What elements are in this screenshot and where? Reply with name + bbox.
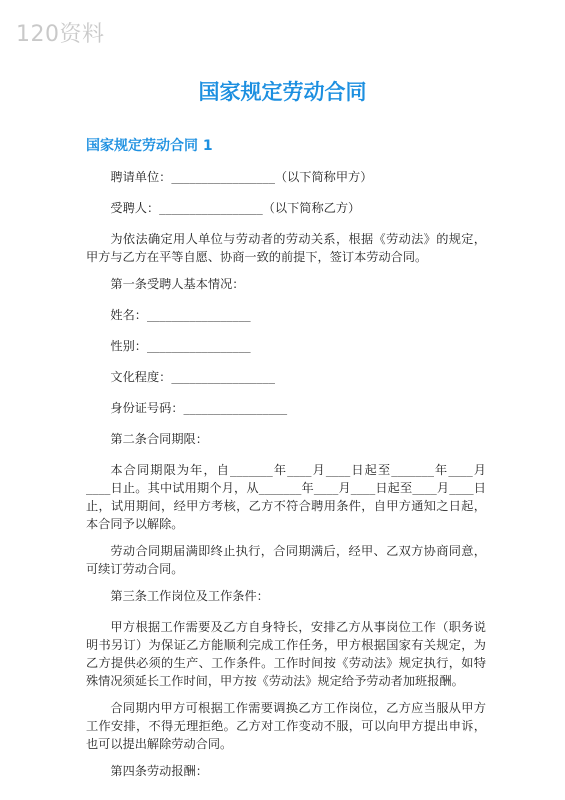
field-employer: 聘请单位：_________________（以下简称甲方）	[110, 170, 373, 184]
field-name: 姓名：_________________	[110, 308, 251, 322]
field-education: 文化程度：_________________	[110, 370, 275, 384]
article-1-heading: 第一条受聘人基本情况：	[110, 277, 245, 291]
contract-body	[86, 168, 486, 793]
paragraph-work-conditions: 甲方根据工作需要及乙方自身特长，安排乙方从事岗位工作（职务说明书另订）为保证乙方能顺利完成工作任务，甲方根据国家有关规定，为乙方提供必须的生产、工作条件。工作时间按《劳动法》规定执行，如特殊情况须延长工作时间，甲方按《劳动法》规定给予劳动者加班报酬。	[86, 620, 486, 688]
field-gender: 性别：_________________	[110, 339, 251, 353]
article-3-heading: 第三条工作岗位及工作条件：	[110, 589, 269, 603]
paragraph-renewal: 劳动合同期届满即终止执行，合同期满后，经甲、乙双方协商同意，可续订劳动合同。	[86, 544, 486, 576]
paragraph-reassignment: 合同期内甲方可根据工作需要调换乙方工作岗位，乙方应当服从甲方工作安排，不得无理拒绝。乙方对工作变动不服，可以向甲方提出申诉，也可以提出解除劳动合同。	[86, 701, 486, 751]
field-id-number: 身份证号码：_________________	[110, 401, 288, 415]
watermark-logo: 120资料	[16, 22, 105, 47]
document-title: 国家规定劳动合同	[198, 80, 367, 104]
article-4-heading: 第四条劳动报酬：	[110, 764, 208, 778]
article-2-heading: 第二条合同期限：	[110, 432, 208, 446]
field-employee: 受聘人：_________________（以下简称乙方）	[110, 201, 361, 215]
paragraph-term: 本合同期限为年，自_______年____月____日起至_______年____月____日止。其中试用期个月，从_______年____月____日起至____月____日止，试用期间，经甲方考核，乙方不符合聘用条件，自甲方通知之日起，本合同予以解除。	[86, 463, 486, 531]
section-heading: 国家规定劳动合同 1	[86, 138, 213, 154]
paragraph-preamble: 为依法确定用人单位与劳动者的劳动关系，根据《劳动法》的规定，甲方与乙方在平等自愿、协商一致的前提下，签订本劳动合同。	[86, 232, 486, 264]
